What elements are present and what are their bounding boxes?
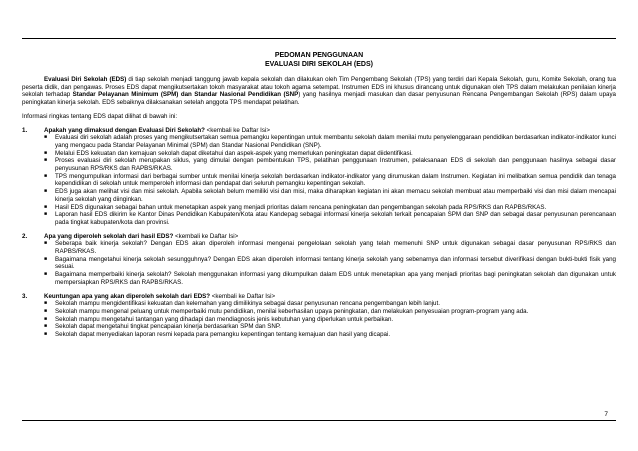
square-bullet-icon: ■	[44, 271, 48, 278]
intro-bold-lead: Evaluasi Diri Sekolah (EDS)	[44, 76, 127, 83]
list-item	[44, 157, 616, 172]
list-item	[44, 331, 616, 339]
list-item	[44, 271, 616, 286]
square-bullet-icon: ■	[44, 149, 48, 156]
question-2-list	[22, 240, 616, 286]
list-item	[44, 316, 616, 324]
list-item	[44, 188, 616, 203]
question-1-list	[22, 134, 616, 226]
list-item	[44, 134, 616, 149]
list-item-text: Hasil EDS digunakan sebagai bahan untuk menetapkan aspek yang menjadi prioritas dalam rencana peningkatan dan pengembangan sekolah pada RPS/RKS dan RAPBS/RKAS.	[55, 203, 547, 211]
list-item-text: Bagaimana mengetahui kinerja sekolah sesungguhnya? Dengan EDS akan diperoleh informasi tentang kinerja sekolah yang sebenarnya dan informasi tersebut diverifikasi dengan bukti-bukti fisik yang sesuai.	[55, 255, 616, 271]
list-item-text: Sekolah dapat menyediakan laporan resmi kepada para pemangku kepentingan tentang kemajuan dan hasil yang dicapai.	[55, 331, 391, 339]
intro-paragraph	[22, 76, 616, 107]
square-bullet-icon: ■	[44, 315, 48, 322]
square-bullet-icon: ■	[44, 240, 48, 247]
square-bullet-icon: ■	[44, 211, 48, 218]
question-number: 2.	[22, 232, 28, 240]
square-bullet-icon: ■	[44, 331, 48, 338]
list-item	[44, 300, 616, 308]
list-item	[44, 211, 616, 226]
question-3	[22, 293, 616, 301]
intro-bold-mid: Standar Pelayanan Minimum (SPM) dan Standar Nasional Pendidikan (SNP	[72, 91, 299, 99]
document-subtitle: EVALUASI DIRI SEKOLAH (EDS)	[265, 61, 373, 68]
question-heading: Apa yang diperoleh sekolah dari hasil EDS?	[44, 232, 174, 240]
question-heading: Apakah yang dimaksud dengan Evaluasi Diri Sekolah?	[44, 126, 205, 134]
square-bullet-icon: ■	[44, 307, 48, 314]
list-item-text: Sekolah mampu mengidentifikasi kekuatan dan kelemahan yang dimilikinya sebagai dasar penyusunan rencana pengembangan lebih lanjut.	[55, 300, 440, 308]
list-item-text: Bagaimana memperbaiki kinerja sekolah? Sekolah menggunakan informasi yang dikumpulkan dalam EDS untuk menetapkan apa yang menjadi prioritas bagi peningkatan sekolah dan digunakan untuk mempersiapkan RPS/RKS dan RAPBS/RKAS.	[55, 271, 616, 286]
question-heading: Keuntungan apa yang akan diperoleh sekolah dari EDS?	[44, 292, 211, 300]
info-line: Informasi ringkas tentang EDS dapat dilihat di bawah ini:	[22, 112, 178, 120]
document-title: PEDOMAN PENGGUNAAN	[274, 52, 364, 59]
intro-text-a: di tiap sekolah menjadi tanggung jawab kepala sekolah dan dilakukan oleh Tim Pengembang Sekolah (TPS) yang terdiri dari Kepala Sekolah, guru, Komite Sekolah, orang tua peserta didik, dan pengawas. Proses EDS dapat mengikutsertakan tokoh masyarakat atau tokoh agama setempat. Instrumen EDS ini khusus dirancang untuk digunakan oleh TPS dalam melakukan penilaian kinerja sekolah terhadap	[22, 76, 616, 99]
back-to-toc-link[interactable]: <kembali ke Daftar Isi>	[204, 126, 270, 134]
intro-text-b: ) yang hasilnya menjadi masukan dan dasar penyusunan Rencana Pengembangan Sekolah (RPS) dalam upaya peningkatan kinerja sekolah. EDS sebaiknya dilaksanakan setelah anggota TPS mendapat pelatihan.	[22, 91, 616, 107]
back-to-toc-link[interactable]: <kembali ke Daftar Isi>	[173, 232, 239, 240]
list-item	[44, 308, 616, 316]
list-item	[44, 204, 616, 212]
square-bullet-icon: ■	[44, 134, 48, 141]
square-bullet-icon: ■	[44, 255, 48, 262]
list-item	[44, 256, 616, 271]
list-item-text: Sekolah mampu mengenal peluang untuk memperbaiki mutu pendidikan, menilai keberhasilan upaya peningkatan, dan melakukan penyesuaian program-program yang ada.	[55, 307, 529, 315]
list-item-text: Seberapa baik kinerja sekolah? Dengan EDS akan diperoleh informasi mengenai pengelolaan sekolah yang telah memenuhi SNP untuk digunakan sebagai dasar penyusunan RPS/RKS dan RAPBS/RKAS.	[55, 240, 616, 256]
page-number: 7	[604, 411, 608, 418]
square-bullet-icon: ■	[44, 172, 48, 179]
list-item-text: TPS mengumpulkan informasi dari berbagai sumber untuk menilai kinerja sekolah berdasarkan indikator-indikator yang dirumuskan dalam Instrumen. Kegiatan ini melibatkan semua pendidik dan tenaga kependidikan di sekolah untuk memperoleh informasi dan pendapat dari seluruh pemangku kepentingan sekolah.	[55, 172, 616, 188]
back-to-toc-link[interactable]: <kembali ke Daftar Isi>	[210, 292, 276, 300]
document-body	[22, 76, 616, 339]
question-2	[22, 233, 616, 241]
question-1	[22, 127, 616, 135]
square-bullet-icon: ■	[44, 203, 48, 210]
list-item-text: Proses evaluasi diri sekolah merupakan siklus, yang dimulai dengan pembentukan TPS, pelatihan penggunaan Instrumen, pelaksanaan EDS di sekolah dan penggunaan hasilnya sebagai dasar penyusunan RPS/RKS dan RAPBS/RKAS.	[55, 157, 616, 173]
list-item-text: Melalui EDS kekuatan dan kemajuan sekolah dapat diketahui dan aspek-aspek yang memerlukan peningkatan dapat diidentifikasi.	[55, 149, 413, 157]
list-item-text: Sekolah dapat mengetahui tingkat pencapaian kinerja berdasarkan SPM dan SNP.	[55, 323, 281, 331]
question-number: 1.	[22, 126, 28, 134]
square-bullet-icon: ■	[44, 323, 48, 330]
square-bullet-icon: ■	[44, 300, 48, 307]
square-bullet-icon: ■	[44, 157, 48, 164]
question-3-list	[22, 300, 616, 339]
bottom-rule	[22, 420, 616, 421]
list-item-text: Sekolah mampu mengetahui tantangan yang dihadapi dan mendiagnosis jenis kebutuhan yang diperlukan untuk perbaikan.	[55, 315, 394, 323]
square-bullet-icon: ■	[44, 188, 48, 195]
list-item	[44, 173, 616, 188]
list-item-text: Laporan hasil EDS dikirim ke Kantor Dinas Pendidikan Kabupaten/Kota atau Kandepag sebagai informasi kinerja sekolah terkait pencapaian SPM dan SNP dan sebagai dasar penyusunan perencanaan pada tingkat kabupaten/kota dan provinsi.	[55, 211, 616, 226]
list-item	[44, 150, 616, 158]
list-item	[44, 240, 616, 255]
list-item-text: EDS juga akan melihat visi dan misi sekolah. Apabila sekolah belum memiliki visi dan misi, maka diharapkan kegiatan ini akan memacu sekolah membuat atau memperbaiki visi dan misi dalam mencapai kinerja sekolah yang diinginkan.	[55, 188, 616, 203]
question-number: 3.	[22, 292, 28, 300]
list-item	[44, 323, 616, 331]
top-rule	[22, 38, 616, 39]
list-item-text: Evaluasi diri sekolah adalah proses yang mengikutsertakan semua pemangku kepentingan untuk membantu sekolah dalam menilai mutu penyelenggaraan pendidikan berdasarkan indikator-indikator kunci yang mengacu pada Standar Pelayanan Minimal (SPM) dan Standar Nasional Pendidikan (SNP).	[55, 134, 616, 149]
